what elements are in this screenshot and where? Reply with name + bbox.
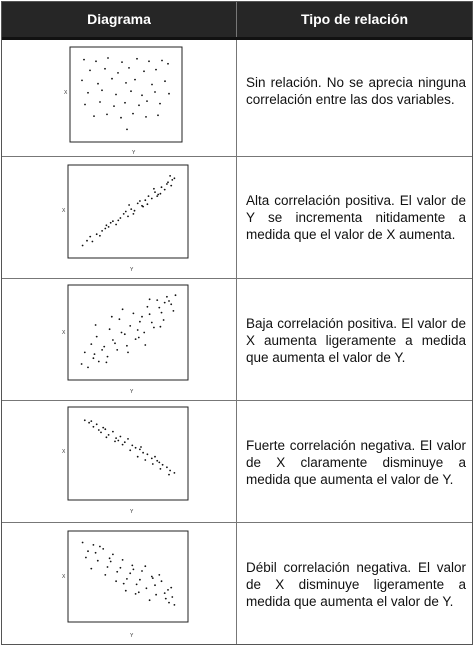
scatter-point (122, 444, 124, 446)
axis-label-y: Y (130, 509, 134, 515)
scatter-point (129, 572, 131, 574)
scatter-point (109, 328, 111, 330)
scatter-point (144, 565, 146, 567)
scatter-point (128, 67, 130, 69)
scatter-point (139, 200, 141, 202)
scatter-point (98, 361, 100, 363)
scatter-point (106, 362, 108, 364)
scatter-point (90, 568, 92, 570)
scatter-point (139, 449, 141, 451)
scatter-point (158, 307, 160, 309)
header-diagram: Diagrama (87, 11, 151, 27)
scatter-point (164, 592, 166, 594)
scatter-point (175, 294, 177, 296)
scatter-point (117, 220, 119, 222)
scatter-point (107, 356, 109, 358)
scatter-point (117, 72, 119, 74)
scatter-point (96, 233, 98, 235)
scatter-point (82, 542, 84, 544)
scatter-point (169, 175, 171, 177)
scatter-point (161, 186, 163, 188)
scatter-point (154, 191, 156, 193)
axis-label-y: Y (132, 150, 136, 156)
scatter-point (149, 298, 151, 300)
scatter-point (124, 102, 126, 104)
scatter-point (148, 195, 150, 197)
scatter-point (135, 447, 137, 449)
scatter-point (108, 226, 110, 228)
plot-frame (68, 531, 188, 622)
scatter-point (151, 576, 153, 578)
table-row (2, 401, 472, 523)
scatter-point (99, 101, 101, 103)
scatter-point (112, 431, 114, 433)
scatter-point (148, 60, 150, 62)
scatter-point (158, 574, 160, 576)
scatter-point (126, 129, 128, 131)
scatter-point (153, 188, 155, 190)
plot-frame (70, 47, 182, 142)
scatter-point (127, 216, 129, 218)
scatter-point (124, 333, 126, 335)
scatter-point (170, 587, 172, 589)
scatter-point (166, 183, 168, 185)
scatter-point (116, 349, 118, 351)
scatter-point (106, 114, 108, 116)
axis-label-y: Y (130, 389, 134, 395)
scatter-point (131, 565, 133, 567)
scatter-point (173, 310, 175, 312)
scatter-point (115, 94, 117, 96)
relation-description: Baja correlación positiva. El valor de X aumenta ligeramente a medida que aumenta el valor de Y. (246, 316, 466, 365)
scatter-point (167, 181, 169, 183)
axis-label-x: X (62, 574, 66, 580)
scatter-point (113, 105, 115, 107)
scatter-point (139, 579, 141, 581)
scatter-point (84, 419, 86, 421)
scatter-point (135, 338, 137, 340)
scatter-diagram (2, 40, 236, 156)
scatter-point (137, 456, 139, 458)
scatter-point (108, 434, 110, 436)
scatter-point (156, 460, 158, 462)
scatter-point (124, 441, 126, 443)
table-row (2, 279, 472, 401)
scatter-point (115, 580, 117, 582)
scatter-point (104, 68, 106, 70)
scatter-point (168, 474, 170, 476)
scatter-point (144, 344, 146, 346)
scatter-point (154, 584, 156, 586)
scatter-point (117, 440, 119, 442)
relation-description: Alta correlación positiva. El valor de Y se incrementa nitidamente a medida que el valor de X aumenta. (246, 193, 466, 242)
scatter-point (157, 114, 159, 116)
scatter-point (160, 468, 162, 470)
axis-label-y: Y (130, 267, 134, 273)
scatter-point (127, 438, 129, 440)
scatter-point (160, 326, 162, 328)
scatter-point (106, 436, 108, 438)
scatter-point (144, 459, 146, 461)
scatter-point (106, 224, 108, 226)
scatter-point (122, 308, 124, 310)
scatter-point (162, 464, 164, 466)
plot-frame (68, 285, 188, 380)
scatter-point (142, 206, 144, 208)
scatter-point (141, 570, 143, 572)
scatter-point (120, 117, 122, 119)
scatter-point (138, 591, 140, 593)
scatter-point (96, 423, 98, 425)
scatter-point (133, 569, 135, 571)
scatter-point (132, 113, 134, 115)
scatter-point (155, 69, 157, 71)
relation-description: Sin relación. No se aprecia ninguna correlación entre las dos variables. (246, 75, 466, 107)
scatter-point (169, 470, 171, 472)
scatter-point (88, 422, 90, 424)
scatter-point (174, 177, 176, 179)
table-header (2, 2, 472, 40)
scatter-point (104, 574, 106, 576)
scatter-point (161, 312, 163, 314)
scatter-point (126, 578, 128, 580)
axis-label-x: X (64, 90, 68, 96)
scatter-point (120, 567, 122, 569)
scatter-point (129, 449, 131, 451)
scatter-point (137, 203, 139, 205)
scatter-point (90, 420, 92, 422)
scatter-point (101, 230, 103, 232)
scatter-point (167, 63, 169, 65)
scatter-point (81, 363, 83, 365)
scatter-point (104, 428, 106, 430)
scatter-point (149, 599, 151, 601)
scatter-point (143, 332, 145, 334)
scatter-point (93, 115, 95, 117)
axis-label-y: Y (130, 633, 134, 639)
scatter-point (151, 458, 153, 460)
scatter-point (171, 596, 173, 598)
scatter-point (161, 580, 163, 582)
scatter-point (134, 79, 136, 81)
scatter-point (154, 456, 156, 458)
plot-frame (68, 407, 188, 500)
scatter-point (164, 302, 166, 304)
scatter-point (155, 594, 157, 596)
scatter-point (86, 240, 88, 242)
scatter-point (127, 352, 129, 354)
scatter-point (136, 584, 138, 586)
scatter-point (92, 241, 94, 243)
scatter-point (116, 571, 118, 573)
scatter-point (146, 587, 148, 589)
scatter-point (167, 589, 169, 591)
scatter-point (110, 222, 112, 224)
scatter-point (119, 318, 121, 320)
scatter-point (110, 561, 112, 563)
scatter-point (141, 94, 143, 96)
scatter-point (97, 560, 99, 562)
scatter-point (82, 245, 84, 247)
scatter-point (112, 220, 114, 222)
table-row (2, 157, 472, 279)
scatter-point (156, 195, 158, 197)
scatter-point (142, 452, 144, 454)
scatter-point (97, 83, 99, 85)
scatter-point (112, 554, 114, 556)
relation-description: Fuerte correlación negativa. El valor de X claramente disminuye a medida que aumenta el valor de Y. (246, 438, 466, 487)
scatter-point (174, 604, 176, 606)
scatter-point (161, 60, 163, 62)
scatter-point (94, 353, 96, 355)
scatter-point (153, 327, 155, 329)
scatter-point (112, 339, 114, 341)
scatter-point (120, 436, 122, 438)
scatter-point (174, 472, 176, 474)
scatter-point (95, 324, 97, 326)
scatter-point (152, 577, 154, 579)
scatter-point (115, 437, 117, 439)
scatter-point (170, 185, 172, 187)
scatter-point (157, 194, 159, 196)
scatter-point (121, 332, 123, 334)
correlation-table (1, 1, 473, 645)
scatter-point (156, 299, 158, 301)
scatter-point (147, 306, 149, 308)
scatter-point (111, 316, 113, 318)
scatter-point (158, 462, 160, 464)
scatter-point (99, 546, 101, 548)
scatter-point (121, 61, 123, 63)
scatter-point (114, 342, 116, 344)
scatter-point (151, 198, 153, 200)
scatter-point (125, 82, 127, 84)
scatter-point (164, 189, 166, 191)
scatter-point (144, 199, 146, 201)
scatter-point (90, 343, 92, 345)
scatter-point (87, 550, 89, 552)
scatter-point (101, 349, 103, 351)
scatter-point (128, 204, 130, 206)
scatter-point (139, 321, 141, 323)
scatter-point (151, 322, 153, 324)
scatter-point (96, 336, 98, 338)
scatter-point (125, 211, 127, 213)
scatter-point (125, 590, 127, 592)
scatter-point (146, 100, 148, 102)
scatter-point (99, 235, 101, 237)
scatter-point (126, 345, 128, 347)
scatter-point (163, 319, 165, 321)
scatter-point (166, 466, 168, 468)
scatter-point (102, 548, 104, 550)
table-row (2, 523, 472, 644)
scatter-point (141, 316, 143, 318)
scatter-point (84, 104, 86, 106)
scatter-point (93, 357, 95, 359)
scatter-point (87, 367, 89, 369)
scatter-point (107, 566, 109, 568)
scatter-point (102, 427, 104, 429)
scatter-point (137, 329, 139, 331)
scatter-point (130, 90, 132, 92)
scatter-point (168, 602, 170, 604)
scatter-point (84, 352, 86, 354)
scatter-point (87, 92, 89, 94)
table-row (2, 40, 472, 157)
scatter-point (122, 559, 124, 561)
scatter-diagram (2, 157, 236, 278)
scatter-point (89, 70, 91, 72)
scatter-point (101, 89, 103, 91)
scatter-point (136, 58, 138, 60)
scatter-point (168, 93, 170, 95)
scatter-point (120, 217, 122, 219)
scatter-point (147, 203, 149, 205)
scatter-point (93, 426, 95, 428)
header-relation-type: Tipo de relación (300, 11, 409, 27)
scatter-point (100, 432, 102, 434)
scatter-point (103, 346, 105, 348)
scatter-point (133, 313, 135, 315)
scatter-point (145, 116, 147, 118)
axis-label-x: X (62, 208, 66, 214)
scatter-point (115, 224, 117, 226)
scatter-point (133, 213, 135, 215)
scatter-diagram (2, 279, 236, 400)
scatter-point (129, 325, 131, 327)
scatter-point (107, 57, 109, 59)
scatter-point (154, 91, 156, 93)
scatter-point (159, 103, 161, 105)
scatter-point (95, 552, 97, 554)
scatter-point (151, 84, 153, 86)
scatter-point (130, 208, 132, 210)
scatter-diagram (2, 401, 236, 522)
scatter-point (138, 337, 140, 339)
scatter-point (166, 296, 168, 298)
scatter-point (138, 104, 140, 106)
scatter-point (89, 236, 91, 238)
scatter-point (164, 80, 166, 82)
scatter-point (152, 463, 154, 465)
scatter-diagram (2, 523, 236, 644)
scatter-point (104, 228, 106, 230)
scatter-point (147, 453, 149, 455)
scatter-point (95, 60, 97, 62)
relation-description: Débil correlación negativa. El valor de X disminuye ligeramente a medida que aumenta el valor de Y. (246, 560, 466, 609)
scatter-point (134, 210, 136, 212)
scatter-point (149, 313, 151, 315)
scatter-point (131, 445, 133, 447)
scatter-point (123, 583, 125, 585)
scatter-point (85, 557, 87, 559)
scatter-point (160, 193, 162, 195)
scatter-point (93, 544, 95, 546)
scatter-point (81, 80, 83, 82)
scatter-point (171, 179, 173, 181)
scatter-point (123, 213, 125, 215)
scatter-point (135, 593, 137, 595)
plot-frame (68, 165, 188, 258)
axis-label-x: X (62, 330, 66, 336)
scatter-point (111, 78, 113, 80)
scatter-point (83, 59, 85, 61)
scatter-point (170, 303, 172, 305)
scatter-point (168, 300, 170, 302)
scatter-point (140, 446, 142, 448)
scatter-point (114, 441, 116, 443)
scatter-point (165, 598, 167, 600)
axis-label-x: X (62, 449, 66, 455)
scatter-point (109, 557, 111, 559)
scatter-point (143, 70, 145, 72)
scatter-point (98, 429, 100, 431)
